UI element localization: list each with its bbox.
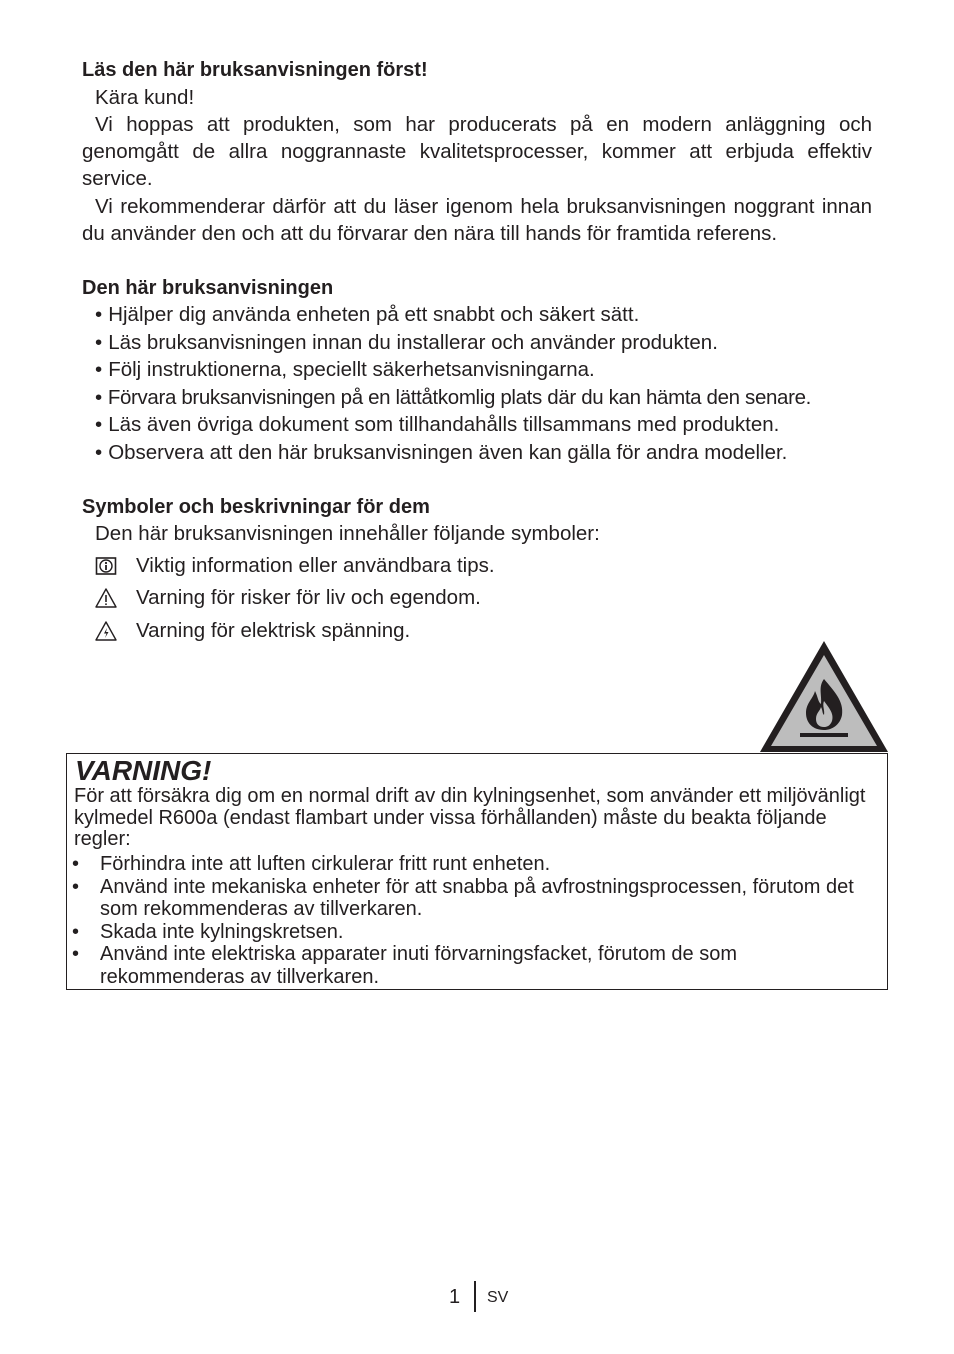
list-item: • Läs bruksanvisningen innan du installerar och använder produkten. [95,329,885,357]
list-item: • Läs även övriga dokument som tillhandahålls tillsammans med produkten. [95,411,885,439]
warning-title: VARNING! [75,755,212,786]
warning-triangle-icon [95,587,117,609]
symbols-heading: Symboler och beskrivningar för dem [82,496,430,518]
symbol-row-electric [95,616,411,646]
list-item: • Skada inte kylningskretsen. [67,921,887,944]
warning-intro: För att försäkra dig om en normal drift av din kylningsenhet, som använder ett miljövänligt kylmedel R600a (endast flambart under vissa förhållanden) måste du beakta följande regler: [74,785,866,850]
intro-paragraph-2: Vi rekommenderar därför att du läser igenom hela bruksanvisningen noggrant innan du använder den och att du förvarar den nära till hands för framtida referens. [82,195,872,246]
page-number: 1 [449,1286,461,1308]
warning-box [66,753,888,990]
greeting: Kära kund! [95,86,195,109]
electric-warning-icon [95,620,117,642]
list-item: • Använd inte mekaniska enheter för att snabba på avfrostningsprocessen, förutom det som rekommenderas av tillverkaren. [67,876,887,921]
manual-heading: Den här bruksanvisningen [82,277,334,299]
list-item: • Förhindra inte att luften cirkulerar fritt runt enheten. [67,853,887,876]
list-item: • Observera att den här bruksanvisningen även kan gälla för andra modeller. [95,439,885,467]
symbol-row-info [95,551,495,581]
symbol-description: Varning för elektrisk spänning. [136,619,411,642]
footer-divider [474,1281,476,1312]
symbols-intro: Den här bruksanvisningen innehåller följande symboler: [95,522,600,545]
intro-paragraph-1: Vi hoppas att produkten, som har producerats på en modern anläggning och genomgått de allra noggrannaste kvalitetsprocesser, kommer att erbjuda effektiv service. [82,113,872,191]
language-code: SV [487,1289,509,1306]
list-item: • Förvara bruksanvisningen på en lättåtkomlig plats där du kan hämta den senare. [95,384,885,412]
symbol-description: Varning för risker för liv och egendom. [136,586,481,609]
warning-list [67,853,887,988]
intro-heading: Läs den här bruksanvisningen först! [82,59,428,81]
symbol-row-warning [95,583,481,613]
manual-list [95,301,885,466]
flammable-warning-icon [758,639,890,754]
list-item: • Använd inte elektriska apparater inuti förvarningsfacket, förutom de som rekommenderas av tillverkaren. [67,943,887,988]
list-item: • Följ instruktionerna, speciellt säkerhetsanvisningarna. [95,356,885,384]
list-item: • Hjälper dig använda enheten på ett snabbt och säkert sätt. [95,301,885,329]
info-icon [95,555,117,577]
symbol-description: Viktig information eller användbara tips. [136,554,495,577]
